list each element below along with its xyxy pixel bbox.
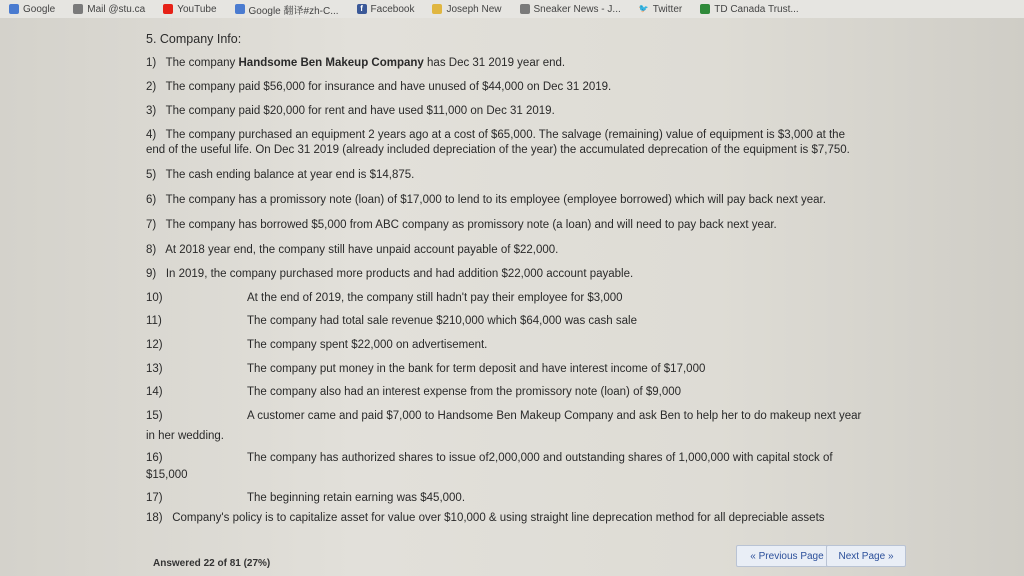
item-text: The company has borrowed $5,000 from ABC company as promissory note (a loan) and will need to pay back next year. — [165, 219, 777, 231]
item-text: The beginning retain earning was $45,000. — [247, 492, 466, 504]
item-text: The company paid $20,000 for rent and have used $11,000 on Dec 31 2019. — [165, 105, 555, 117]
item-number: 5) — [146, 169, 157, 181]
item-number: 15) — [146, 410, 163, 422]
list-item — [146, 104, 555, 118]
item-text: The company also had an interest expense from the promissory note (loan) of $9,000 — [247, 386, 682, 398]
progress-status: Answered 22 of 81 (27%) — [153, 558, 271, 569]
list-item — [146, 168, 414, 182]
bookmark-label: Facebook — [370, 3, 415, 15]
item-number: 9) — [146, 268, 157, 280]
list-item — [146, 451, 906, 465]
bookmark-sneaker-news[interactable] — [511, 0, 630, 18]
item-continuation: in her wedding. — [146, 430, 224, 442]
bookmark-youtube[interactable] — [154, 0, 225, 18]
bookmarks-bar — [0, 0, 1024, 19]
item-text: The company has authorized shares to issue of2,000,000 and outstanding shares of 1,000,000 with capital stock of — [247, 452, 833, 464]
bookmark-label: Joseph New — [446, 3, 502, 15]
previous-page-button[interactable]: « Previous Page — [736, 545, 838, 567]
item-continuation: $15,000 — [146, 469, 188, 481]
item-number: 1) — [146, 57, 157, 69]
item-text: The cash ending balance at year end is $14,875. — [165, 169, 415, 181]
bookmark-google[interactable] — [0, 0, 64, 18]
item-text: At 2018 year end, the company still have unpaid account payable of $22,000. — [165, 244, 559, 256]
item-number: 14) — [146, 386, 163, 398]
bookmark-label: Google 翻译#zh-C... — [248, 5, 339, 17]
bookmark-label: Twitter — [652, 3, 683, 15]
bookmark-label: Sneaker News - J... — [533, 3, 621, 15]
item-text: The company paid $56,000 for insurance and have unused of $44,000 on Dec 31 2019. — [165, 81, 612, 93]
bookmark-label: Mail @stu.ca — [87, 3, 146, 15]
item-text: At the end of 2019, the company still hadn't pay their employee for $3,000 — [247, 292, 623, 304]
bookmark-translate[interactable] — [226, 0, 348, 18]
item-number: 4) — [146, 129, 157, 141]
mail-icon — [73, 4, 83, 14]
item-number: 7) — [146, 219, 157, 231]
youtube-icon — [163, 4, 173, 14]
list-item — [146, 385, 906, 399]
bookmark-label: Google — [23, 3, 56, 15]
item-text: The company has a promissory note (loan) of $17,000 to lend to its employee (employee borrowed) which will pay back next year. — [165, 194, 826, 206]
list-item — [146, 491, 906, 505]
item-number: 3) — [146, 105, 157, 117]
next-page-button[interactable]: Next Page » — [826, 545, 906, 567]
list-item — [146, 243, 558, 257]
sneaker-news-icon — [520, 4, 530, 14]
item-text: In 2019, the company purchased more products and had addition $22,000 account payable. — [165, 268, 634, 280]
item-text: The company — [165, 57, 239, 69]
list-item — [146, 218, 777, 232]
item-number: 17) — [146, 492, 163, 504]
item-text: The company purchased an equipment 2 years ago at a cost of $65,000. The salvage (remaining) value of equipment is $3,000 at the — [165, 129, 845, 141]
list-item — [146, 193, 826, 207]
item-text: Company's policy is to capitalize asset for value over $10,000 & using straight line deprecation method for all depreciable assets — [172, 512, 825, 524]
item-text: The company spent $22,000 on advertisement. — [247, 339, 488, 351]
list-item — [146, 511, 825, 525]
translate-icon — [235, 4, 245, 14]
folder-icon — [432, 4, 442, 14]
item-text: has Dec 31 2019 year end. — [423, 57, 566, 69]
item-text: A customer came and paid $7,000 to Handsome Ben Makeup Company and ask Ben to help her to do makeup next year — [247, 410, 862, 422]
bookmark-td[interactable] — [691, 0, 807, 18]
list-item — [146, 128, 845, 142]
company-name: Handsome Ben Makeup Company — [238, 57, 424, 69]
item-text: The company had total sale revenue $210,000 which $64,000 was cash sale — [247, 315, 637, 327]
bookmark-mail[interactable] — [64, 0, 154, 18]
bookmark-label: TD Canada Trust... — [714, 3, 799, 15]
bookmark-label: YouTube — [177, 3, 217, 15]
question-page — [0, 18, 1024, 576]
td-icon — [700, 4, 710, 14]
list-item — [146, 362, 906, 376]
item-text: The company put money in the bank for term deposit and have interest income of $17,000 — [247, 363, 706, 375]
facebook-icon: f — [357, 4, 367, 14]
twitter-icon: 🐦 — [638, 4, 649, 13]
item-number: 6) — [146, 194, 157, 206]
bookmark-twitter[interactable] — [630, 0, 691, 18]
bookmark-joseph-new[interactable] — [423, 0, 510, 18]
list-item — [146, 267, 633, 281]
item-number: 13) — [146, 363, 163, 375]
item-number: 8) — [146, 244, 157, 256]
list-item — [146, 291, 906, 305]
list-item — [146, 80, 611, 94]
list-item — [146, 409, 906, 423]
item-number: 11) — [146, 315, 162, 327]
list-item — [146, 314, 906, 328]
list-item — [146, 56, 565, 70]
list-item — [146, 338, 906, 352]
item-number: 12) — [146, 339, 163, 351]
bookmark-facebook[interactable] — [348, 0, 424, 18]
google-icon — [9, 4, 19, 14]
item-number: 2) — [146, 81, 157, 93]
item-number: 10) — [146, 292, 163, 304]
item-continuation: end of the useful life. On Dec 31 2019 (already included depreciation of the year) the accumulated deprecation of the equipment is $7,750. — [146, 144, 850, 156]
item-number: 16) — [146, 452, 163, 464]
question-title: 5. Company Info: — [146, 32, 242, 46]
item-number: 18) — [146, 512, 163, 524]
